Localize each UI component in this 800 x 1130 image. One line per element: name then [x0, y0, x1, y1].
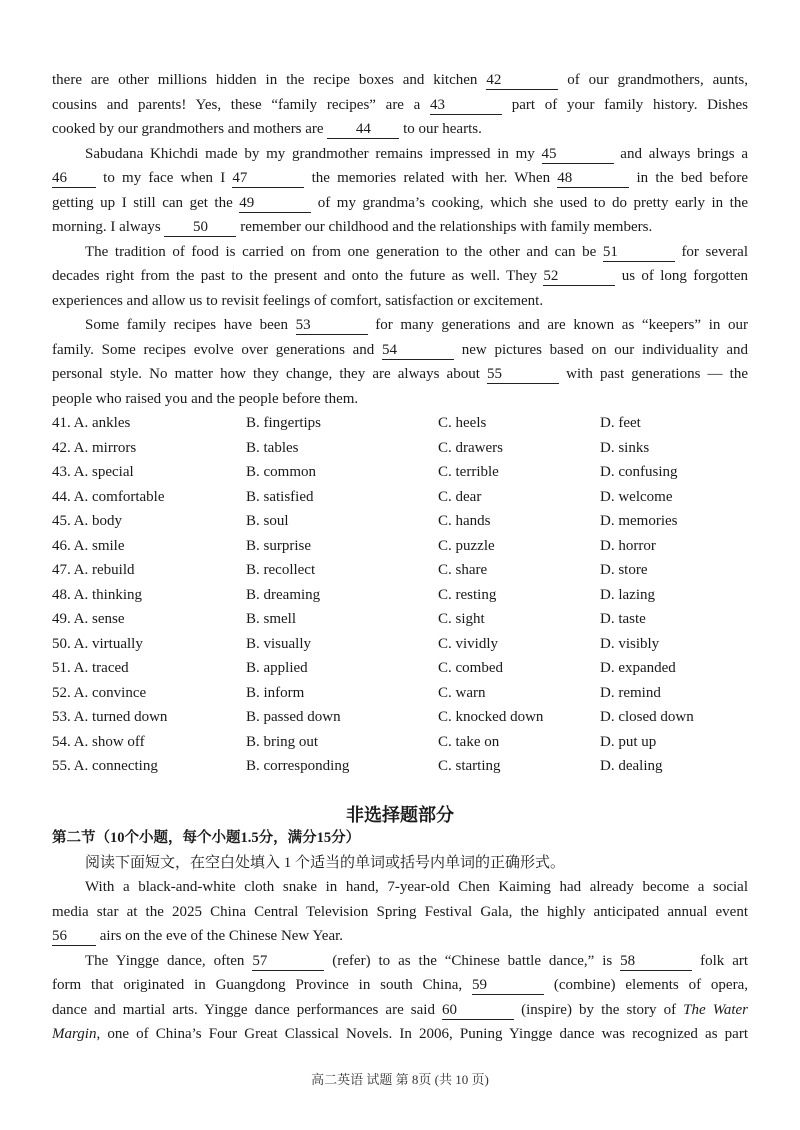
option-b: B. smell — [246, 611, 297, 627]
blank-57: 57 — [252, 953, 324, 971]
option-d: D. remind — [600, 684, 661, 701]
text: and always brings a — [613, 145, 748, 162]
option-a: 52. A. convince — [52, 684, 147, 701]
option-d: D. put up — [600, 733, 657, 750]
text-line — [52, 387, 748, 412]
blank-60: 60 — [442, 1002, 514, 1020]
option-c: C. puzzle — [438, 537, 495, 554]
section-title: 第二节（10个小题，每个小题1.5分，满分15分） — [52, 830, 361, 846]
option-a: 53. A. turned down — [52, 709, 168, 725]
text: Sabudana Khichdi made by my grandmother remains impressed in my — [85, 145, 542, 162]
option-d: D. sinks — [600, 439, 650, 456]
text: with past generations — the — [559, 366, 748, 382]
text: personal style. No matter how they change, they are always about — [52, 366, 488, 382]
text: dance and martial arts. Yingge dance performances are said — [52, 1001, 443, 1018]
blank-53: 53 — [296, 317, 368, 335]
text-line — [52, 240, 748, 265]
options-list — [52, 411, 748, 779]
option-row — [52, 656, 748, 681]
text-line — [52, 949, 748, 974]
text: people who raised you and the people before them. — [52, 390, 359, 407]
passage-2 — [52, 875, 748, 1047]
page-footer: 高二英语 试题 第 8页 (共 10 页) — [311, 1072, 489, 1087]
option-b: B. bring out — [246, 733, 319, 750]
option-row — [52, 534, 748, 559]
text: getting up I still can get the — [52, 194, 240, 211]
text: decades right from the past to the present and onto the future as well. They — [52, 268, 544, 284]
text: family. Some recipes evolve over generations and — [52, 341, 383, 358]
text: of our grandmothers, aunts, — [558, 72, 748, 88]
option-a: 55. A. connecting — [52, 758, 158, 774]
text: cooked by our grandmothers and mothers are — [52, 121, 328, 137]
option-d: D. expanded — [600, 660, 676, 676]
blank-52: 52 — [543, 268, 615, 286]
text: to our hearts. — [399, 121, 482, 137]
blank-56: 56 — [52, 928, 96, 946]
text: airs on the eve of the Chinese New Year. — [96, 928, 344, 944]
text-line — [52, 68, 748, 93]
option-d: D. horror — [600, 537, 656, 554]
option-b: B. passed down — [246, 709, 341, 725]
option-c: C. starting — [438, 758, 501, 774]
option-row — [52, 730, 748, 755]
option-d: D. dealing — [600, 758, 663, 774]
option-row — [52, 583, 748, 608]
blank-49: 49 — [239, 195, 311, 213]
text: in the bed before — [629, 170, 748, 186]
text: The Yingge dance, often — [85, 952, 253, 969]
text: cousins and parents! Yes, these “family recipes” are a — [52, 96, 431, 113]
blank-59: 59 — [472, 977, 544, 995]
text: there are other millions hidden in the recipe boxes and kitchen — [52, 72, 487, 88]
blank-54: 54 — [382, 342, 454, 360]
text-line — [52, 875, 748, 900]
blank-58: 58 — [620, 953, 692, 971]
text-line — [52, 142, 748, 167]
italic-title: Margin — [52, 1026, 97, 1042]
option-c: C. resting — [438, 586, 497, 603]
option-c: C. heels — [438, 415, 487, 431]
option-b: B. common — [246, 464, 316, 480]
option-c: C. drawers — [438, 439, 503, 456]
option-a: 46. A. smile — [52, 537, 125, 554]
option-c: C. take on — [438, 733, 500, 750]
blank-51: 51 — [603, 244, 675, 262]
option-b: B. fingertips — [246, 415, 321, 431]
text-line — [52, 191, 748, 216]
option-b: B. soul — [246, 513, 289, 529]
text: us of long forgotten — [615, 268, 748, 284]
option-row — [52, 754, 748, 779]
blank-50: 50 — [164, 219, 236, 237]
text-line — [52, 924, 748, 949]
option-a: 47. A. rebuild — [52, 562, 135, 578]
option-c: C. share — [438, 562, 488, 578]
text-line — [52, 289, 748, 314]
text-line — [52, 93, 748, 118]
text: form that originated in Guangdong Province in south China, — [52, 977, 473, 993]
text: Some family recipes have been — [85, 317, 296, 333]
option-d: D. lazing — [600, 586, 655, 603]
text-line — [52, 313, 748, 338]
text-line — [52, 166, 748, 191]
option-row — [52, 436, 748, 461]
option-c: C. terrible — [438, 464, 499, 480]
option-d: D. memories — [600, 513, 678, 529]
blank-44: 44 — [327, 121, 399, 139]
blank-48: 48 — [557, 170, 629, 188]
text: for several — [674, 243, 748, 260]
blank-45: 45 — [542, 146, 614, 164]
option-a: 51. A. traced — [52, 660, 129, 676]
text-line — [52, 362, 748, 387]
option-b: B. applied — [246, 660, 308, 676]
option-c: C. vividly — [438, 635, 499, 652]
option-row — [52, 509, 748, 534]
text: With a black-and-white cloth snake in hand, 7-year-old Chen Kaiming had already become a social — [85, 879, 748, 895]
blank-55: 55 — [487, 366, 559, 384]
text: folk art — [692, 952, 748, 969]
text: new pictures based on our individuality and — [454, 341, 748, 358]
text-line — [52, 264, 748, 289]
option-a: 42. A. mirrors — [52, 439, 137, 456]
option-row — [52, 705, 748, 730]
option-row — [52, 485, 748, 510]
option-c: C. warn — [438, 684, 486, 701]
text: , one of China’s Four Great Classical Novels. In 2006, Puning Yingge dance was recognized as part — [96, 1026, 748, 1042]
text-line — [52, 998, 748, 1023]
option-b: B. satisfied — [246, 488, 314, 505]
text: (inspire) by the story of — [514, 1001, 684, 1018]
option-c: C. hands — [438, 513, 491, 529]
option-row — [52, 681, 748, 706]
option-b: B. tables — [246, 439, 299, 456]
text: experiences and allow us to revisit feelings of comfort, satisfaction or excitement. — [52, 292, 544, 309]
option-row — [52, 558, 748, 583]
option-d: D. visibly — [600, 635, 660, 652]
text-line — [52, 338, 748, 363]
passage-cloze — [52, 68, 748, 779]
option-a: 44. A. comfortable — [52, 488, 165, 505]
option-a: 45. A. body — [52, 513, 123, 529]
option-row — [52, 460, 748, 485]
option-b: B. corresponding — [246, 758, 350, 774]
option-c: C. combed — [438, 660, 503, 676]
text-line — [52, 973, 748, 998]
option-row — [52, 632, 748, 657]
text-line — [52, 1022, 748, 1047]
text: to my face when I — [96, 170, 233, 186]
text: for many generations and are known as “keepers” in our — [367, 317, 748, 333]
text: of my grandma’s cooking, which she used to do pretty early in the — [311, 194, 748, 211]
option-row — [52, 411, 748, 436]
option-c: C. knocked down — [438, 709, 544, 725]
option-d: D. feet — [600, 415, 641, 431]
option-a: 50. A. virtually — [52, 635, 143, 652]
text: the memories related with her. When — [304, 170, 558, 186]
blank-46: 46 — [52, 170, 96, 188]
text: (combine) elements of opera, — [544, 977, 748, 993]
option-a: 48. A. thinking — [52, 586, 143, 603]
blank-47: 47 — [232, 170, 304, 188]
option-c: C. sight — [438, 611, 485, 627]
option-a: 54. A. show off — [52, 733, 145, 750]
blank-42: 42 — [486, 72, 558, 90]
option-b: B. recollect — [246, 562, 316, 578]
option-row — [52, 607, 748, 632]
option-b: B. surprise — [246, 537, 311, 554]
option-d: D. confusing — [600, 464, 678, 480]
text-line — [52, 900, 748, 925]
text-line — [52, 117, 748, 142]
text: remember our childhood and the relationships with family members. — [236, 219, 653, 235]
option-d: D. store — [600, 562, 648, 578]
option-a: 41. A. ankles — [52, 415, 131, 431]
passage-grammar-fill — [52, 826, 748, 1047]
option-a: 43. A. special — [52, 464, 134, 480]
option-d: D. welcome — [600, 488, 673, 505]
text: The tradition of food is carried on from one generation to the other and can be — [85, 243, 603, 260]
instruction: 阅读下面短文，在空白处填入 1 个适当的单词或括号内单词的正确形式。 — [85, 854, 566, 871]
option-c: C. dear — [438, 488, 482, 505]
text: (refer) to as the “Chinese battle dance,” is — [324, 952, 621, 969]
text: media star at the 2025 China Central Television Spring Festival Gala, the highly anticipated annual event — [52, 903, 748, 920]
blank-43: 43 — [430, 97, 502, 115]
passage-1 — [52, 68, 748, 411]
option-b: B. visually — [246, 635, 312, 652]
part-heading: 非选择题部分 — [346, 805, 454, 825]
option-d: D. closed down — [600, 709, 694, 725]
option-d: D. taste — [600, 611, 646, 627]
option-b: B. dreaming — [246, 586, 321, 603]
option-b: B. inform — [246, 684, 305, 701]
option-a: 49. A. sense — [52, 611, 125, 627]
italic-title: The Water — [683, 1001, 748, 1018]
text-line — [52, 215, 748, 240]
text: part of your family history. Dishes — [502, 96, 748, 113]
text: morning. I always — [52, 219, 165, 235]
